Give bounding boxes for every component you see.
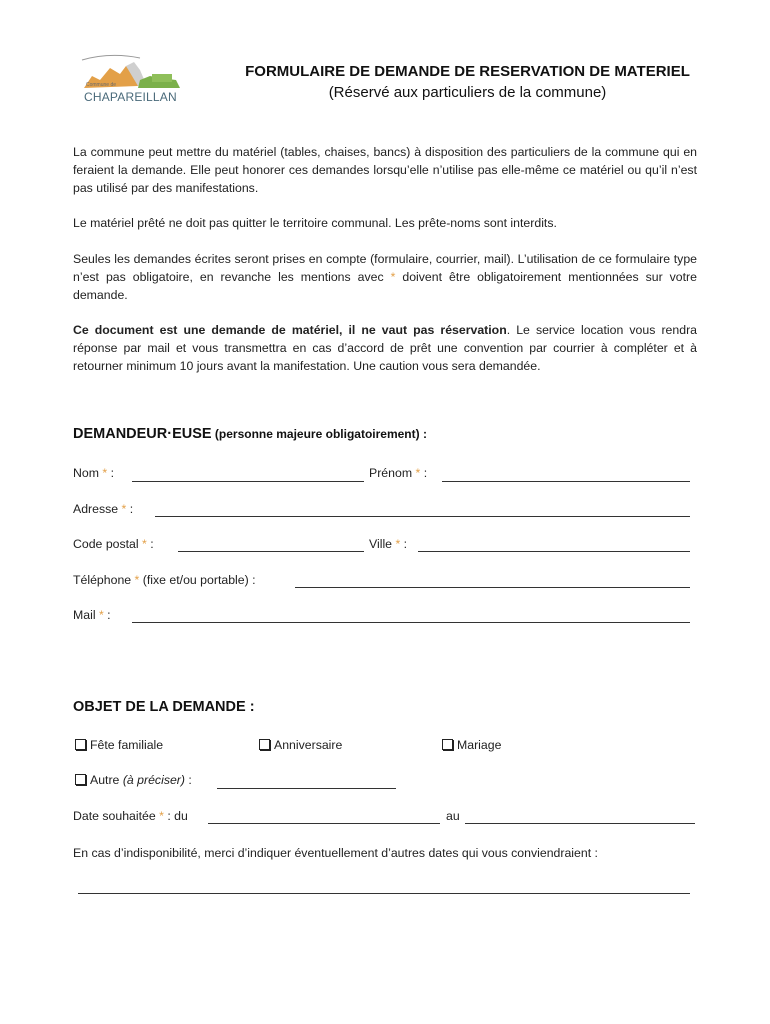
adresse-field[interactable] [155, 516, 690, 517]
section-objet-heading: OBJET DE LA DEMANDE : [73, 699, 255, 715]
checkbox-icon[interactable] [442, 739, 453, 750]
date-au-field[interactable] [465, 823, 695, 824]
mail-label: Mail * : [73, 608, 111, 622]
nom-field[interactable] [132, 481, 364, 482]
logo-small-text: Commune de [86, 82, 117, 88]
checkbox-fete-familiale[interactable] [75, 738, 163, 752]
intro-paragraph-2: Le matériel prêté ne doit pas quitter le territoire communal. Les prête-noms sont interdits. [73, 216, 557, 230]
checkbox-icon[interactable] [259, 739, 270, 750]
telephone-field[interactable] [295, 587, 690, 588]
telephone-label: Téléphone * (fixe et/ou portable) : [73, 573, 256, 587]
autres-dates-field[interactable] [78, 893, 690, 894]
intro-p4-bold: Ce document est une demande de matériel, il ne vaut pas réservation [73, 323, 507, 337]
mail-field[interactable] [132, 622, 690, 623]
ville-field[interactable] [418, 551, 690, 552]
intro-p3-text: Seules les demandes écrites seront prises en compte (formulaire, courrier, mail). L’utilisation de ce formulaire type n’est pas obligatoire, en revanche les mentions avec [73, 252, 697, 284]
checkbox-anniversaire[interactable] [259, 738, 342, 752]
commune-logo [80, 52, 192, 108]
intro-p4-text: . Le service location vous rendra réponse par mail et vous transmettra en cas d’accord de prêt une convention par courrier à compléter et à retourner minimum 10 jours avant la manifestation. Une caution vous sera demandée. [73, 323, 697, 373]
code-postal-label: Code postal * : [73, 537, 154, 551]
page-title: FORMULAIRE DE DEMANDE DE RESERVATION DE MATERIEL [245, 63, 690, 80]
prenom-field[interactable] [442, 481, 690, 482]
option-label: Fête familiale [90, 738, 164, 752]
section-demandeur-subtitle: (personne majeure obligatoirement) : [211, 427, 427, 441]
section-demandeur-title: DEMANDEUR·EUSE [73, 426, 212, 442]
logo-commune-name: CHAPAREILLAN [84, 90, 177, 104]
intro-p3-text-end: doivent être obligatoirement mentionnées sur votre demande. [73, 270, 697, 302]
intro-paragraph-3 [73, 250, 697, 304]
checkbox-icon[interactable] [75, 739, 86, 750]
nom-label: Nom * : [73, 466, 115, 480]
intro-paragraph-1: La commune peut mettre du matériel (tables, chaises, bancs) à disposition des particuliers de la commune qui en feraient la demande. Elle peut honorer ces demandes lorsqu’elle n’utilise pas elle-même ce matériel ou qu’il n’est pas utilisé par des manifestations. [73, 145, 697, 195]
autre-field[interactable] [217, 788, 396, 789]
checkbox-icon[interactable] [75, 774, 86, 785]
checkbox-mariage[interactable] [442, 738, 501, 752]
intro-paragraph-4 [73, 321, 697, 375]
checkbox-autre[interactable]: Autre (à préciser) : [75, 773, 192, 787]
autre-hint: (à préciser) [122, 773, 185, 787]
date-du-field[interactable] [208, 823, 440, 824]
date-label: Date souhaitée * : du [73, 809, 188, 823]
option-label: Anniversaire [274, 738, 343, 752]
prenom-label: Prénom * : [369, 466, 428, 480]
date-au-label: au [446, 809, 460, 823]
adresse-label: Adresse * : [73, 502, 134, 516]
code-postal-field[interactable] [178, 551, 364, 552]
option-label: Mariage [457, 738, 502, 752]
ville-label: Ville * : [369, 537, 408, 551]
section-demandeur-heading [73, 426, 427, 442]
indisponibilite-text: En cas d’indisponibilité, merci d’indiquer éventuellement d’autres dates qui vous conviendraient : [73, 846, 598, 860]
required-star: * [390, 270, 396, 284]
page-subtitle: (Réservé aux particuliers de la commune) [328, 84, 607, 101]
